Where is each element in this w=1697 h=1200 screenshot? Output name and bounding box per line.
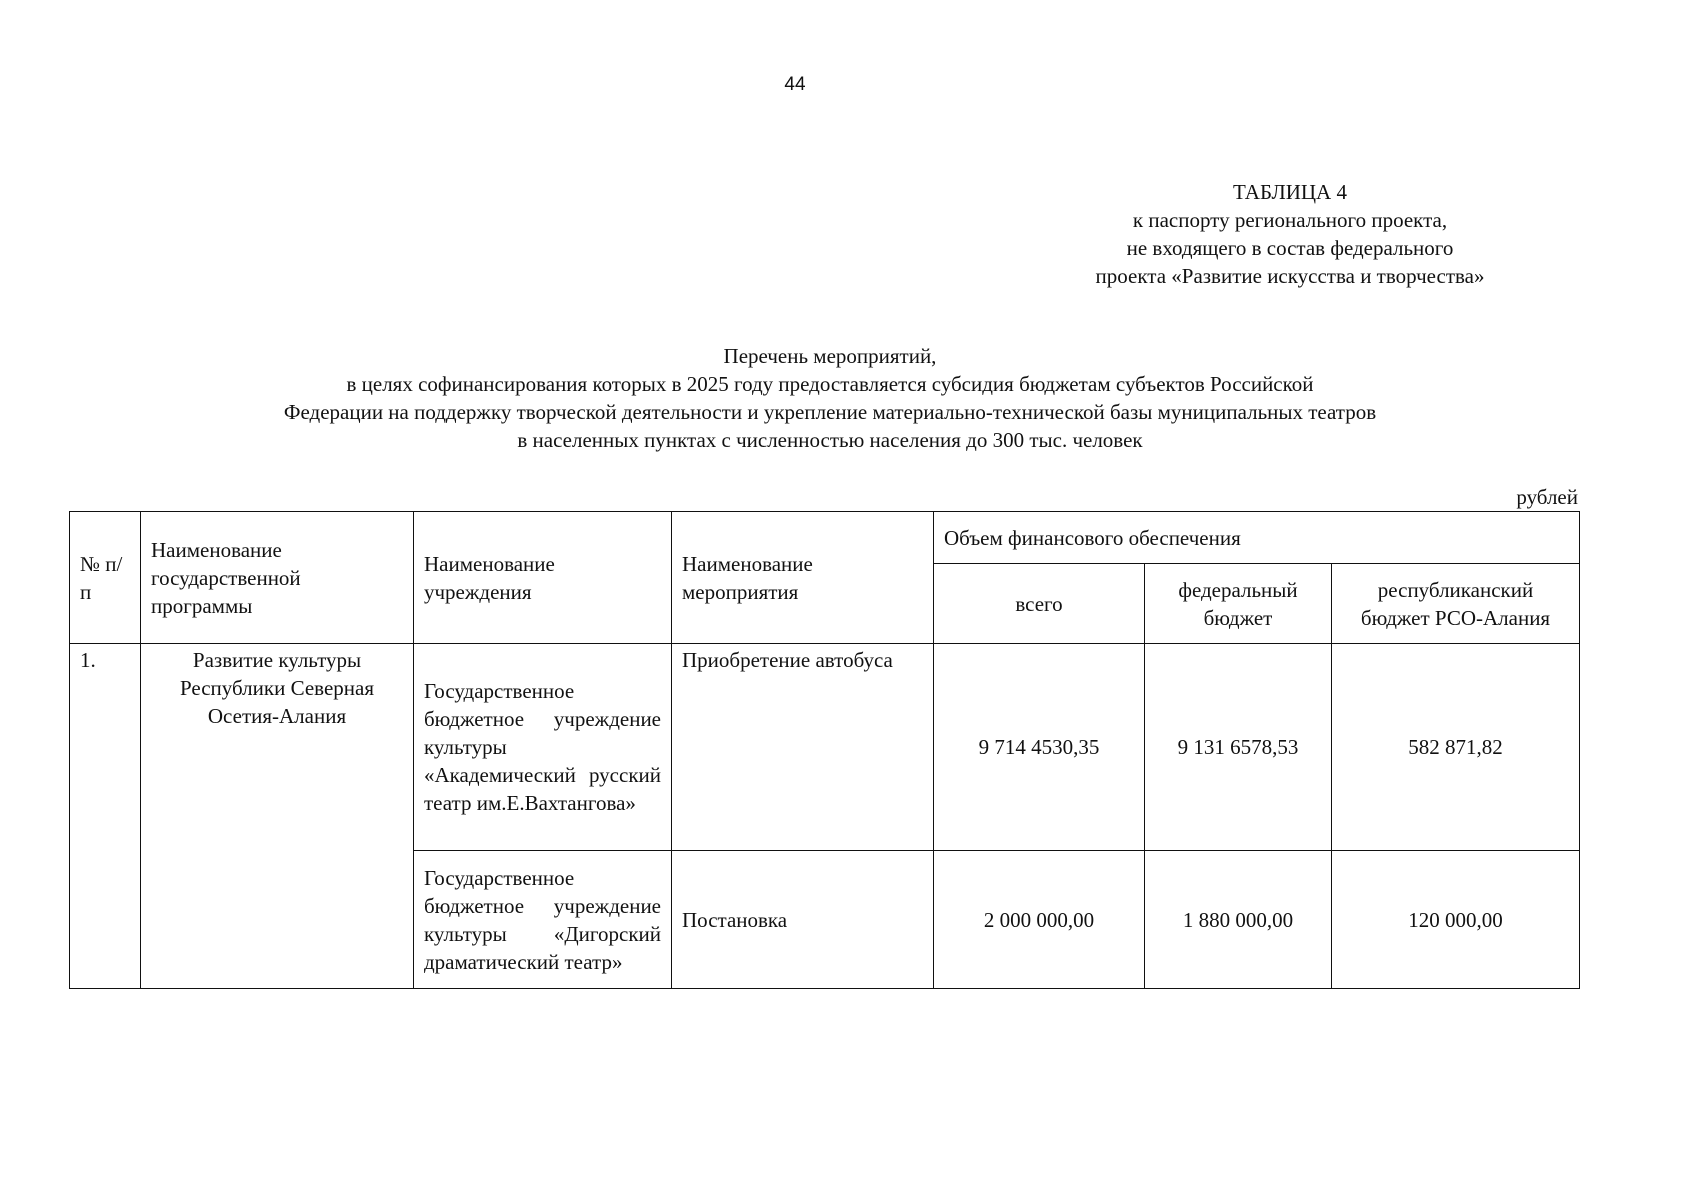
cell-num: 1. (70, 644, 141, 989)
cell-republic: 582 871,82 (1332, 644, 1580, 851)
header-program: Наименование государственной программы (141, 512, 414, 644)
cell-program: Развитие культуры Республики Северная Осетия-Алания (141, 644, 414, 989)
page-number: 44 (784, 74, 806, 95)
appendix-line: не входящего в состав федерального (1126, 236, 1454, 260)
cell-institution: Государственное бюджетное учреждение культуры «Дигорский драматический театр» (414, 851, 672, 989)
cell-event: Приобретение автобуса (672, 644, 934, 851)
document-heading (120, 342, 1540, 454)
header-federal: федеральный бюджет (1145, 564, 1332, 644)
cell-institution: Государственное бюджетное учреждение культуры «Академический русский театр им.Е.Вахтангова» (414, 644, 672, 851)
header-institution: Наименование учреждения (414, 512, 672, 644)
cell-event: Постановка (672, 851, 934, 989)
cell-federal: 9 131 6578,53 (1145, 644, 1332, 851)
heading-line: Перечень мероприятий, (723, 344, 937, 368)
cell-total: 2 000 000,00 (934, 851, 1145, 989)
table-row (70, 644, 1580, 851)
header-republic: республиканский бюджет РСО-Алания (1332, 564, 1580, 644)
events-table (69, 511, 1580, 989)
cell-republic: 120 000,00 (1332, 851, 1580, 989)
cell-federal: 1 880 000,00 (1145, 851, 1332, 989)
appendix-line: к паспорту регионального проекта, (1132, 208, 1448, 232)
heading-line: в целях софинансирования которых в 2025 году предоставляется субсидия бюджетам субъектов Российской (346, 372, 1314, 396)
appendix-line: ТАБЛИЦА 4 (1233, 180, 1347, 204)
header-event: Наименование мероприятия (672, 512, 934, 644)
heading-line: Федерации на поддержку творческой деятельности и укрепление материально-технической базы муниципальных театров (283, 400, 1377, 424)
header-funding: Объем финансового обеспечения (934, 512, 1580, 564)
appendix-label (1050, 178, 1530, 290)
header-num: № п/п (70, 512, 141, 644)
heading-line: в населенных пунктах с численностью населения до 300 тыс. человек (517, 428, 1143, 452)
cell-total: 9 714 4530,35 (934, 644, 1145, 851)
unit-label: рублей (1516, 485, 1578, 509)
header-total: всего (934, 564, 1145, 644)
appendix-line: проекта «Развитие искусства и творчества» (1095, 264, 1485, 288)
header-row (70, 512, 1580, 564)
